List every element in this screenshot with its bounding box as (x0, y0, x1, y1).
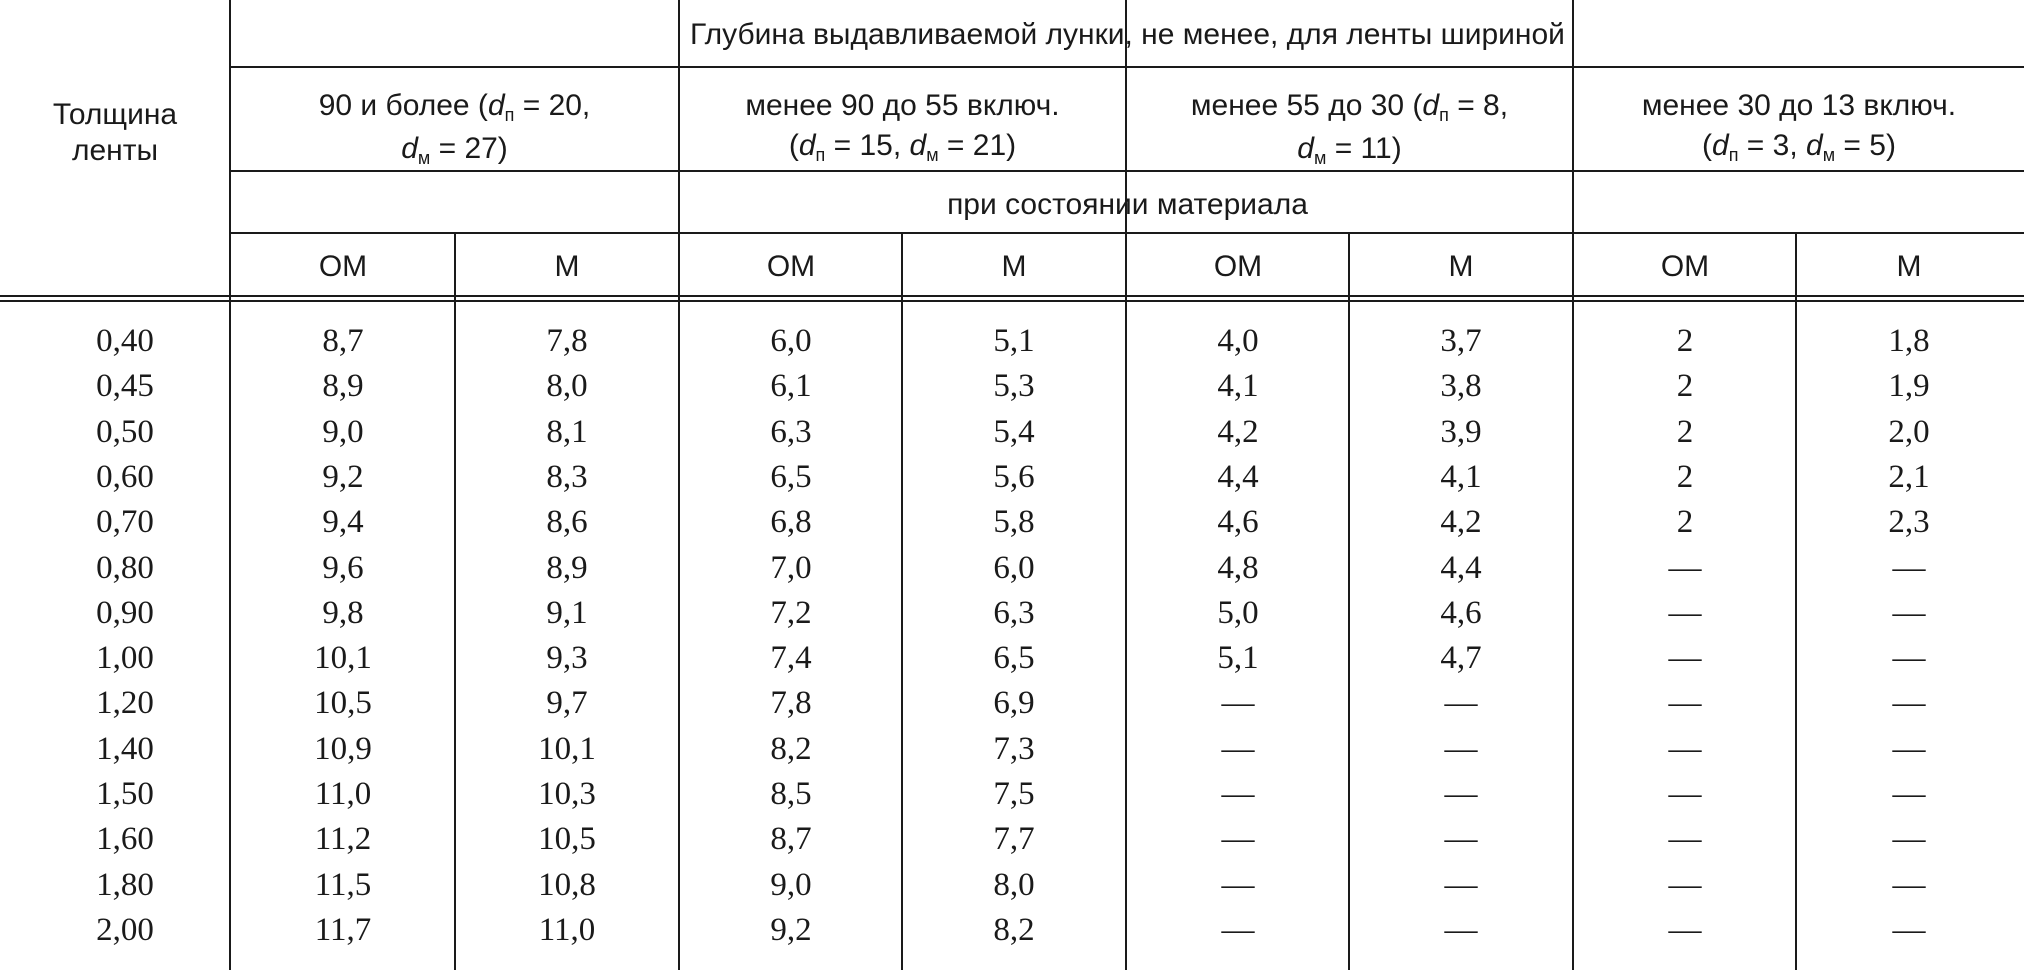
table-cell: 5,3 (993, 368, 1035, 404)
state-om: ОМ (1213, 250, 1263, 283)
table-cell: 9,4 (322, 504, 364, 540)
table-cell: 2,3 (1888, 504, 1930, 540)
thickness-value: 1,50 (96, 776, 154, 812)
table-cell: 4,7 (1440, 640, 1482, 676)
table-cell: 7,0 (770, 550, 812, 586)
table-cell: 8,6 (546, 504, 588, 540)
table-cell: 5,6 (993, 459, 1035, 495)
table-cell: — (1892, 550, 1926, 586)
table-cell: 2,1 (1888, 459, 1930, 495)
table-cell: 9,6 (322, 550, 364, 586)
table-cell: — (1892, 821, 1926, 857)
table-cell: 4,0 (1217, 323, 1259, 359)
header-bottom-rule (0, 295, 2024, 297)
table-cell: 8,0 (546, 368, 588, 404)
table-cell: — (1221, 776, 1255, 812)
table-cell: — (1221, 685, 1255, 721)
table-cell: 10,5 (314, 685, 372, 721)
table-cell: — (1444, 731, 1478, 767)
table-cell: — (1892, 731, 1926, 767)
table-cell: — (1444, 685, 1478, 721)
table-cell: — (1668, 821, 1702, 857)
thickness-value: 0,80 (96, 550, 154, 586)
table-cell: 8,1 (546, 414, 588, 450)
width-group-header-3: менее 55 до 30 ($d_п = 8$, $d_м = 11$) (1190, 89, 1509, 168)
table-cell: 4,4 (1440, 550, 1482, 586)
table-cell: 11,5 (314, 867, 372, 903)
table-cell: — (1892, 776, 1926, 812)
table-cell: 10,5 (538, 821, 596, 857)
table-cell: 9,7 (546, 685, 588, 721)
table-cell: 7,5 (993, 776, 1035, 812)
thickness-value: 1,20 (96, 685, 154, 721)
table-cell: — (1892, 685, 1926, 721)
table-cell: 9,2 (322, 459, 364, 495)
table-cell: 9,1 (546, 595, 588, 631)
table-cell: 7,2 (770, 595, 812, 631)
table-cell: 9,0 (770, 867, 812, 903)
thickness-value: 1,40 (96, 731, 154, 767)
table-cell: 7,8 (770, 685, 812, 721)
table-cell: 2 (1676, 368, 1694, 404)
table-cell: — (1444, 912, 1478, 948)
table-cell: 4,1 (1217, 368, 1259, 404)
table-cell: 5,4 (993, 414, 1035, 450)
table-cell: 6,3 (993, 595, 1035, 631)
table-cell: 8,2 (770, 731, 812, 767)
table-cell: — (1668, 550, 1702, 586)
thickness-value: 0,90 (96, 595, 154, 631)
table-cell: — (1221, 867, 1255, 903)
table-cell: 8,9 (546, 550, 588, 586)
table-cell: — (1444, 821, 1478, 857)
state-m: М (1896, 250, 1922, 283)
table-cell: — (1444, 867, 1478, 903)
thickness-value: 1,60 (96, 821, 154, 857)
table-cell: 2 (1676, 459, 1694, 495)
thickness-value: 0,60 (96, 459, 154, 495)
width-group-header-4: менее 30 до 13 включ. ($d_п = 3$, $d_м = 5$) (1641, 89, 1957, 165)
header-rule (229, 66, 2024, 68)
table-cell: 5,1 (993, 323, 1035, 359)
table-cell: 11,0 (538, 912, 596, 948)
table-cell: 5,8 (993, 504, 1035, 540)
state-m: М (1448, 250, 1474, 283)
table-cell: 2 (1676, 504, 1694, 540)
table-cell: — (1892, 867, 1926, 903)
table-cell: — (1668, 912, 1702, 948)
table-cell: 5,1 (1217, 640, 1259, 676)
table-cell: 6,5 (770, 459, 812, 495)
table-cell: 8,0 (993, 867, 1035, 903)
table-cell: 8,7 (770, 821, 812, 857)
table-cell: 4,6 (1440, 595, 1482, 631)
group-header: Глубина выдавливаемой лунки, не менее, для ленты шириной (690, 18, 1565, 51)
width-group-header-1: 90 и более ($d_п = 20$, $d_м = 27$) (318, 89, 591, 168)
table-cell: 9,2 (770, 912, 812, 948)
table-cell: 11,0 (314, 776, 372, 812)
width-group-header-2: менее 90 до 55 включ. ($d_п = 15$, $d_м = 21$) (745, 89, 1060, 165)
table-cell: — (1221, 731, 1255, 767)
table-cell: 4,8 (1217, 550, 1259, 586)
table-cell: 7,3 (993, 731, 1035, 767)
row-header-thickness: Толщина ленты (52, 98, 178, 167)
table-cell: 2 (1676, 323, 1694, 359)
table-cell: 9,3 (546, 640, 588, 676)
table-cell: — (1221, 912, 1255, 948)
table-cell: 8,5 (770, 776, 812, 812)
table-cell: 10,8 (538, 867, 596, 903)
header-rule (229, 232, 2024, 234)
table-cell: 4,1 (1440, 459, 1482, 495)
table-cell: 11,2 (314, 821, 372, 857)
table-cell: 2 (1676, 414, 1694, 450)
table-cell: 6,0 (993, 550, 1035, 586)
table-cell: 1,9 (1888, 368, 1930, 404)
table-cell: 6,1 (770, 368, 812, 404)
table-cell: 11,7 (314, 912, 372, 948)
header-bottom-rule (0, 300, 2024, 302)
table-cell: 8,7 (322, 323, 364, 359)
table-cell: 7,8 (546, 323, 588, 359)
table-cell: — (1668, 731, 1702, 767)
table-cell: 4,2 (1440, 504, 1482, 540)
thickness-value: 0,50 (96, 414, 154, 450)
table-cell: 8,9 (322, 368, 364, 404)
thickness-value: 1,00 (96, 640, 154, 676)
thickness-value: 0,45 (96, 368, 154, 404)
table-cell: — (1221, 821, 1255, 857)
thickness-value: 0,40 (96, 323, 154, 359)
table-cell: 8,2 (993, 912, 1035, 948)
state-om: ОМ (1660, 250, 1710, 283)
table-cell: — (1668, 595, 1702, 631)
table-cell: 1,8 (1888, 323, 1930, 359)
table-cell: 5,0 (1217, 595, 1259, 631)
thickness-value: 2,00 (96, 912, 154, 948)
table-cell: 3,9 (1440, 414, 1482, 450)
table-cell: 7,4 (770, 640, 812, 676)
table-cell: 6,3 (770, 414, 812, 450)
table-cell: 7,7 (993, 821, 1035, 857)
table-cell: 9,8 (322, 595, 364, 631)
table-cell: — (1892, 640, 1926, 676)
table-cell: 6,0 (770, 323, 812, 359)
state-om: ОМ (318, 250, 368, 283)
table-cell: 10,1 (538, 731, 596, 767)
table-cell: — (1668, 776, 1702, 812)
table-cell: 6,8 (770, 504, 812, 540)
table-cell: — (1668, 867, 1702, 903)
table-cell: 4,2 (1217, 414, 1259, 450)
table-cell: 8,3 (546, 459, 588, 495)
table-cell: 3,7 (1440, 323, 1482, 359)
table-cell: 3,8 (1440, 368, 1482, 404)
state-m: М (554, 250, 580, 283)
state-m: М (1001, 250, 1027, 283)
table-cell: — (1668, 640, 1702, 676)
table-cell: — (1892, 595, 1926, 631)
table-cell: — (1444, 776, 1478, 812)
table-cell: — (1892, 912, 1926, 948)
thickness-value: 1,80 (96, 867, 154, 903)
table-cell: 6,9 (993, 685, 1035, 721)
table-cell: 10,1 (314, 640, 372, 676)
table-cell: 9,0 (322, 414, 364, 450)
state-header: при состоянии материала (947, 188, 1308, 221)
thickness-value: 0,70 (96, 504, 154, 540)
table-cell: 10,9 (314, 731, 372, 767)
table-cell: — (1668, 685, 1702, 721)
table-cell: 4,6 (1217, 504, 1259, 540)
table-cell: 4,4 (1217, 459, 1259, 495)
table-cell: 2,0 (1888, 414, 1930, 450)
table-cell: 6,5 (993, 640, 1035, 676)
table-cell: 10,3 (538, 776, 596, 812)
state-om: ОМ (766, 250, 816, 283)
